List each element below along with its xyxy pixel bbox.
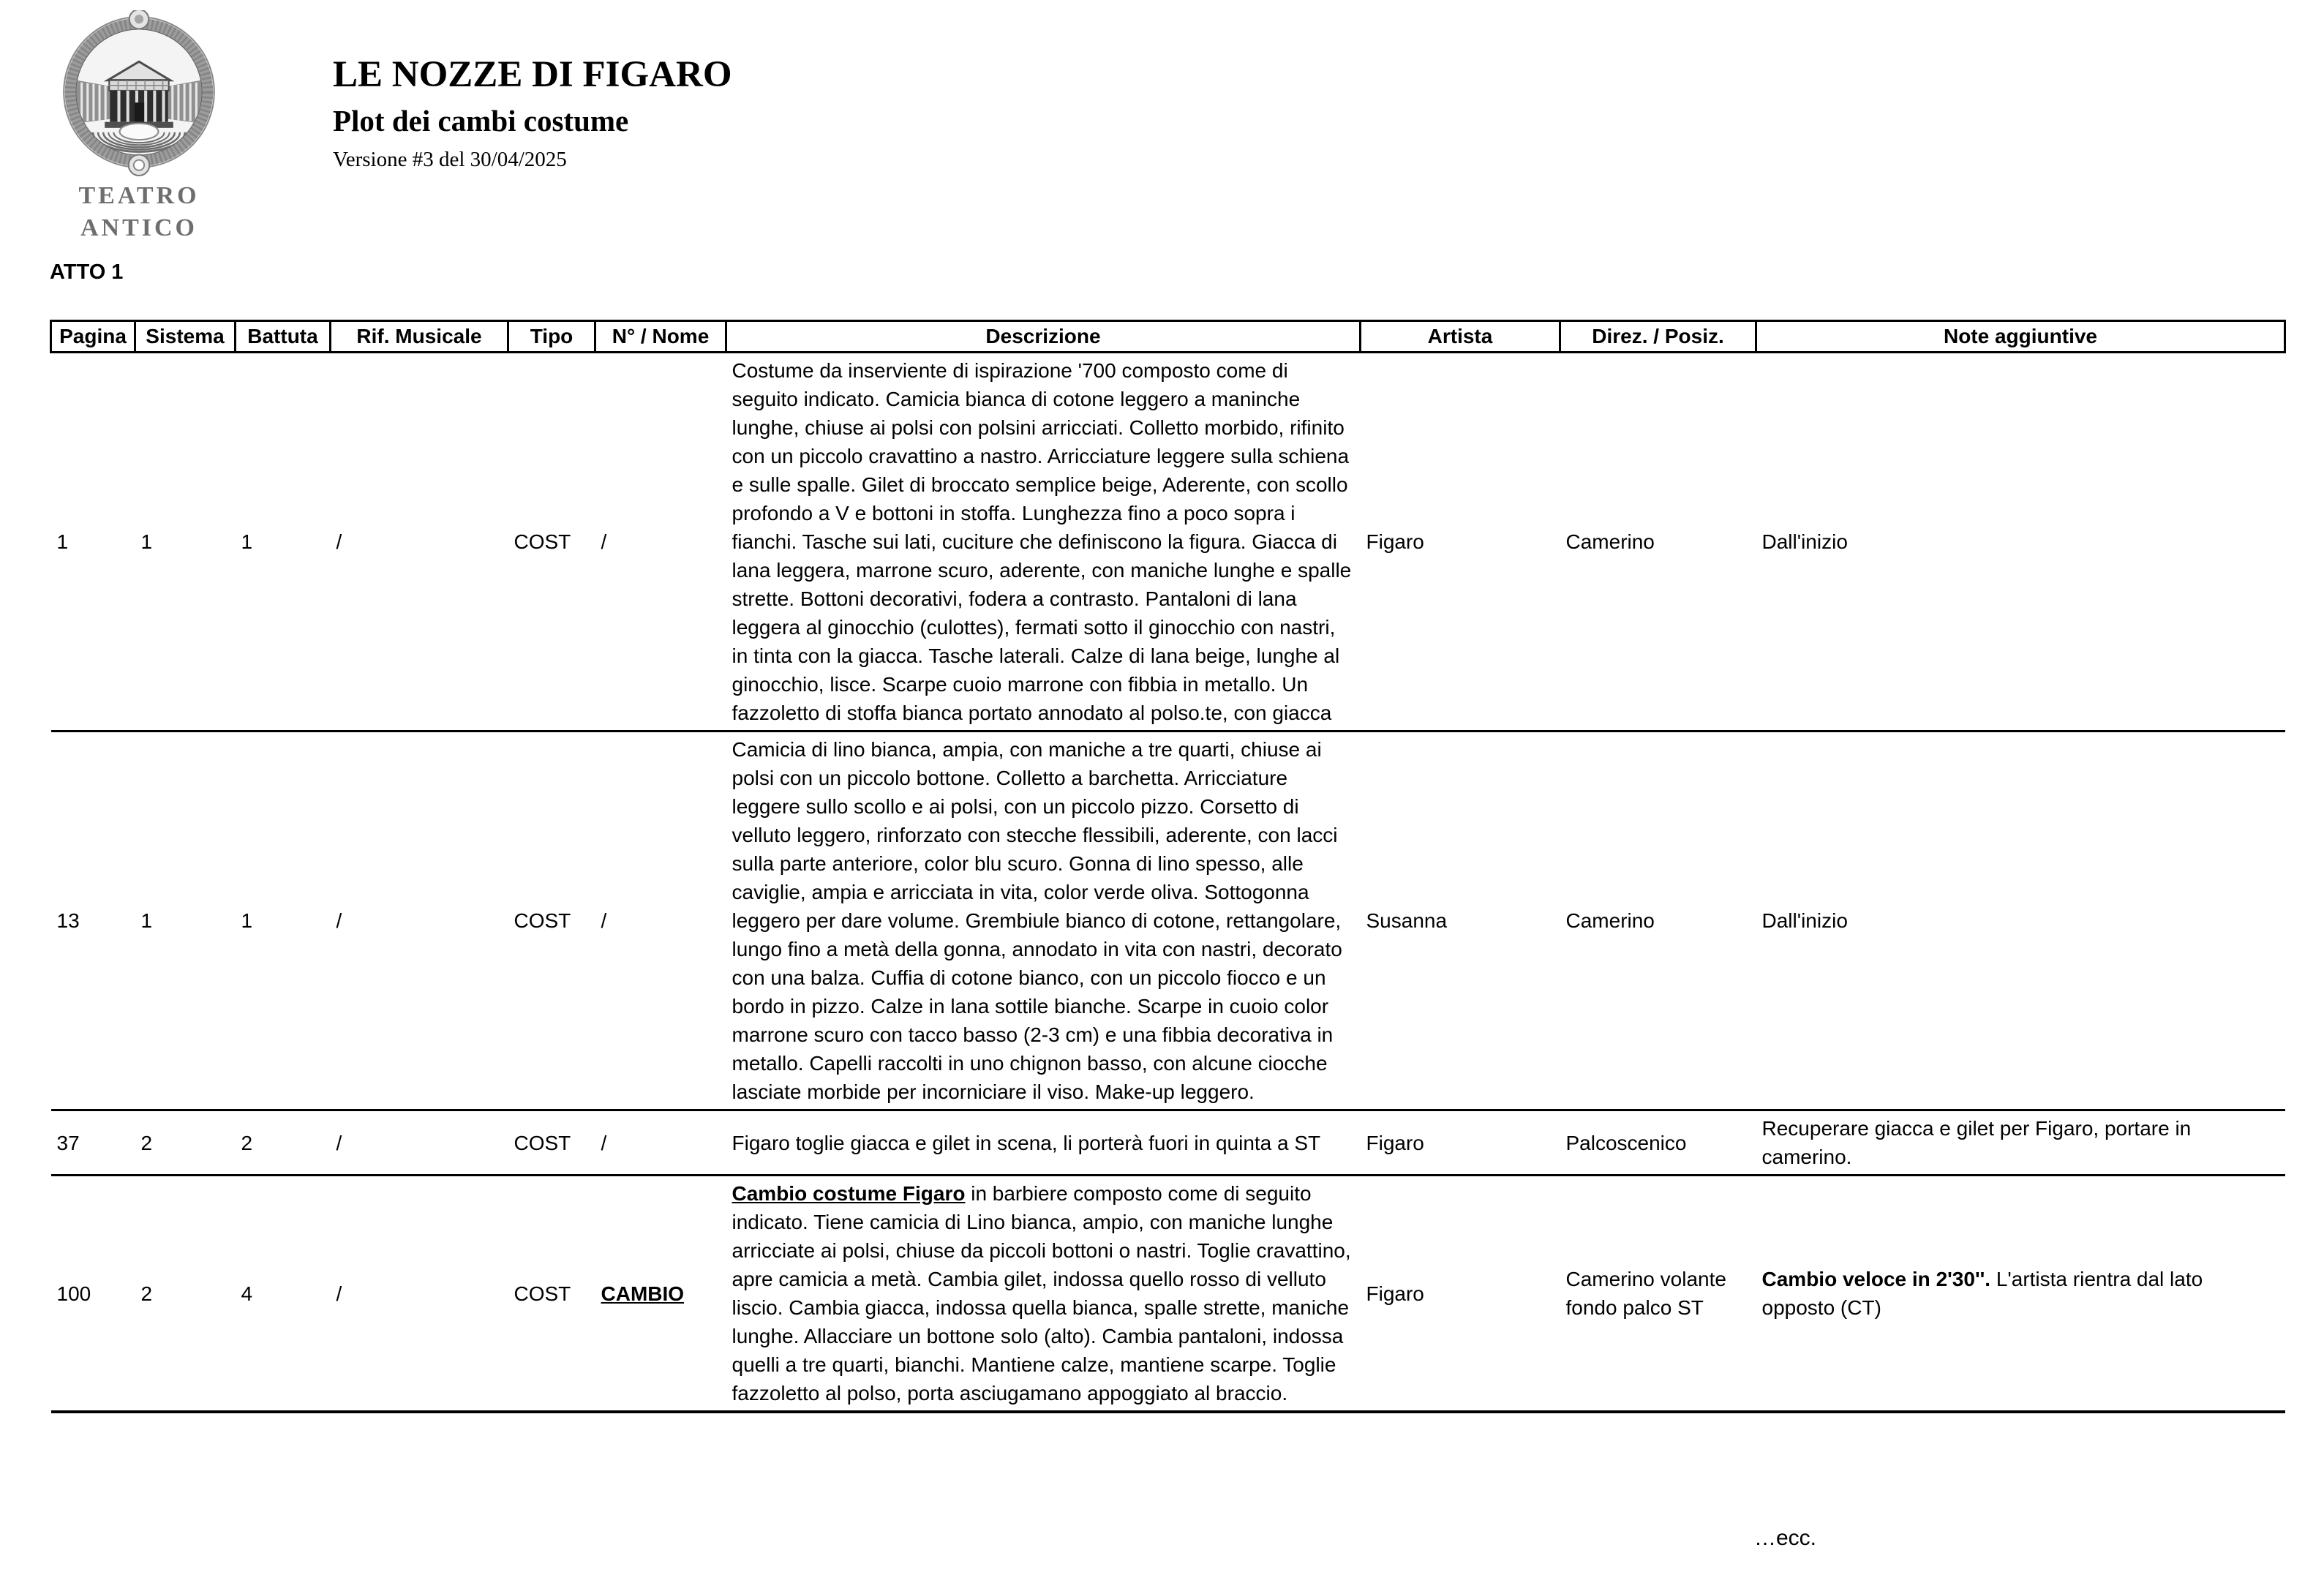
col-header-direz-posiz: Direz. / Posiz. (1560, 321, 1756, 353)
table-row (51, 1176, 2285, 1413)
descrizione-text: in barbiere composto come di seguito indicato. Tiene camicia di Lino bianca, ampio, con maniche lunghe arricciate ai polsi, chiuse da piccoli bottoni o nastri. Toglie cravattino, apre camicia a metà. Cambia gilet, indossa quello rosso di velluto liscio. Cambia giacca, indossa quella bianca, spalle strette, maniche lunghe. Allacciare un bottone solo (alto). Cambia pantaloni, indossa quelli a tre quarti, bianchi. Mantiene calze, mantiene scarpe. Toglie fazzoletto al polso, porta asciugamano appoggiato al braccio. (732, 1182, 1351, 1405)
cell-tipo: COST (508, 732, 595, 1110)
cell-rif-musicale: / (331, 353, 508, 732)
cell-artista: Figaro (1361, 1176, 1560, 1413)
cell-note (1756, 732, 2285, 1110)
note-text: Dall'inizio (1761, 909, 1848, 932)
version-label: Versione #3 del 30/04/2025 (333, 148, 567, 171)
nome-cambio-label: CAMBIO (601, 1282, 685, 1305)
cell-battuta: 1 (236, 353, 331, 732)
note-text: L'artista rientra dal lato opposto (CT) (1761, 1268, 2203, 1319)
note-text: Dall'inizio (1761, 530, 1848, 553)
col-header-tipo: Tipo (508, 321, 595, 353)
table-row (51, 732, 2285, 1110)
document-title: LE NOZZE DI FIGARO (333, 54, 732, 95)
table-row (51, 1110, 2285, 1176)
act-heading: ATTO 1 (50, 260, 124, 284)
cell-direz-posiz: Camerino (1560, 353, 1756, 732)
cell-nome: / (595, 732, 726, 1110)
col-header-pagina: Pagina (51, 321, 135, 353)
cell-rif-musicale: / (331, 1176, 508, 1413)
cell-pagina: 37 (51, 1110, 135, 1176)
cell-note (1756, 353, 2285, 732)
table-row (51, 353, 2285, 732)
document-subtitle: Plot dei cambi costume (333, 104, 629, 138)
cell-sistema: 1 (135, 732, 236, 1110)
cell-descrizione (726, 1110, 1361, 1176)
cell-rif-musicale: / (331, 732, 508, 1110)
logo-wordmark (56, 180, 222, 244)
cell-direz-posiz: Camerino volante fondo palco ST (1560, 1176, 1756, 1413)
col-header-note-aggiuntive: Note aggiuntive (1756, 321, 2285, 353)
cell-rif-musicale: / (331, 1110, 508, 1176)
costume-plot-table (50, 320, 2286, 1413)
cell-nome: / (595, 353, 726, 732)
cell-sistema: 2 (135, 1176, 236, 1413)
col-header-rif-musicale: Rif. Musicale (331, 321, 508, 353)
note-highlight: Cambio veloce in 2'30''. (1761, 1268, 1991, 1290)
col-header-nome: N° / Nome (595, 321, 726, 353)
descrizione-text: Figaro toglie giacca e gilet in scena, li porterà fuori in quinta a ST (732, 1131, 1321, 1154)
col-header-artista: Artista (1361, 321, 1560, 353)
table-header-row (51, 321, 2285, 353)
cell-direz-posiz: Camerino (1560, 732, 1756, 1110)
table-header (51, 321, 2285, 353)
descrizione-text: Costume da inserviente di ispirazione '700 composto come di seguito indicato. Camicia bianca di cotone leggero a maninche lunghe, chiuse ai polsi con polsini arricciati. Colletto morbido, rifinito con un piccolo cravattino a nastro. Arricciature leggere sulla schiena e sulle spalle. Gilet di broccato semplice beige, Aderente, con scollo profondo a V e bottoni in stoffa. Lunghezza fino a poco sopra i fianchi. Tasche sui lati, cuciture che definiscono la figura. Giacca di lana leggera, marrone scuro, aderente, con maniche lunghe e spalle strette. Bottoni decorativi, fodera a contrasto. Pantaloni di lana leggera al ginocchio (culottes), fermati sotto il ginocchio con nastri, in tinta con la giacca. Tasche laterali. Calze di lana beige, lunghe al ginocchio, lisce. Scarpe cuoio marrone con fibbia in metallo. Un fazzoletto di stoffa bianca portato annodato al polso.te, con giacca (732, 359, 1352, 724)
cell-nome: / (595, 1110, 726, 1176)
cell-tipo: COST (508, 1176, 595, 1413)
cell-battuta: 4 (236, 1176, 331, 1413)
col-header-descrizione: Descrizione (726, 321, 1361, 353)
cell-descrizione (726, 353, 1361, 732)
cell-pagina: 13 (51, 732, 135, 1110)
cell-tipo: COST (508, 1110, 595, 1176)
table-body (51, 353, 2285, 1413)
logo-text-line1: TEATRO (78, 182, 200, 209)
cell-battuta: 2 (236, 1110, 331, 1176)
cell-sistema: 1 (135, 353, 236, 732)
logo-text-line2: ANTICO (80, 214, 198, 241)
title-block (333, 54, 732, 171)
descrizione-text: Camicia di lino bianca, ampia, con maniche a tre quarti, chiuse ai polsi con un piccolo bottone. Colletto a barchetta. Arricciature leggere sullo scollo e ai polsi, con un piccolo pizzo. Corsetto di velluto leggero, rinforzato con stecche flessibili, aderente, con lacci sulla parte anteriore, color blu scuro. Gonna di lino spesso, alle caviglie, ampia e arricciata in vita, color verde oliva. Sottogonna leggero per dare volume. Grembiule bianco di cotone, rettangolare, lungo fino a metà della gonna, annodato in vita con nastri, decorato con una balza. Cuffia di cotone bianco, con un piccolo fiocco e un bordo in pizzo. Calze in lana sottile bianche. Scarpe in cuoio color marrone scuro con tacco basso (2-3 cm) e una fibbia decorativa in metallo. Capelli raccolti in uno chignon basso, con alcune ciocche lasciate morbide per incorniciare il viso. Make-up leggero. (732, 738, 1342, 1103)
cell-artista: Susanna (1361, 732, 1560, 1110)
cell-sistema: 2 (135, 1110, 236, 1176)
cell-descrizione (726, 732, 1361, 1110)
continuation-label: …ecc. (1754, 1526, 1817, 1550)
cell-battuta: 1 (236, 732, 331, 1110)
teatro-antico-logo (56, 10, 222, 244)
cell-pagina: 100 (51, 1176, 135, 1413)
cell-artista: Figaro (1361, 1110, 1560, 1176)
descrizione-highlight: Cambio costume Figaro (732, 1182, 966, 1205)
col-header-sistema: Sistema (135, 321, 236, 353)
cell-pagina: 1 (51, 353, 135, 732)
col-header-battuta: Battuta (236, 321, 331, 353)
cell-tipo: COST (508, 353, 595, 732)
cell-artista: Figaro (1361, 353, 1560, 732)
cell-note (1756, 1176, 2285, 1413)
theater-emblem-icon (57, 10, 221, 177)
cell-note (1756, 1110, 2285, 1176)
cell-descrizione (726, 1176, 1361, 1413)
cell-nome (595, 1176, 726, 1413)
cell-direz-posiz: Palcoscenico (1560, 1110, 1756, 1176)
note-text: Recuperare giacca e gilet per Figaro, portare in camerino. (1761, 1117, 2192, 1168)
